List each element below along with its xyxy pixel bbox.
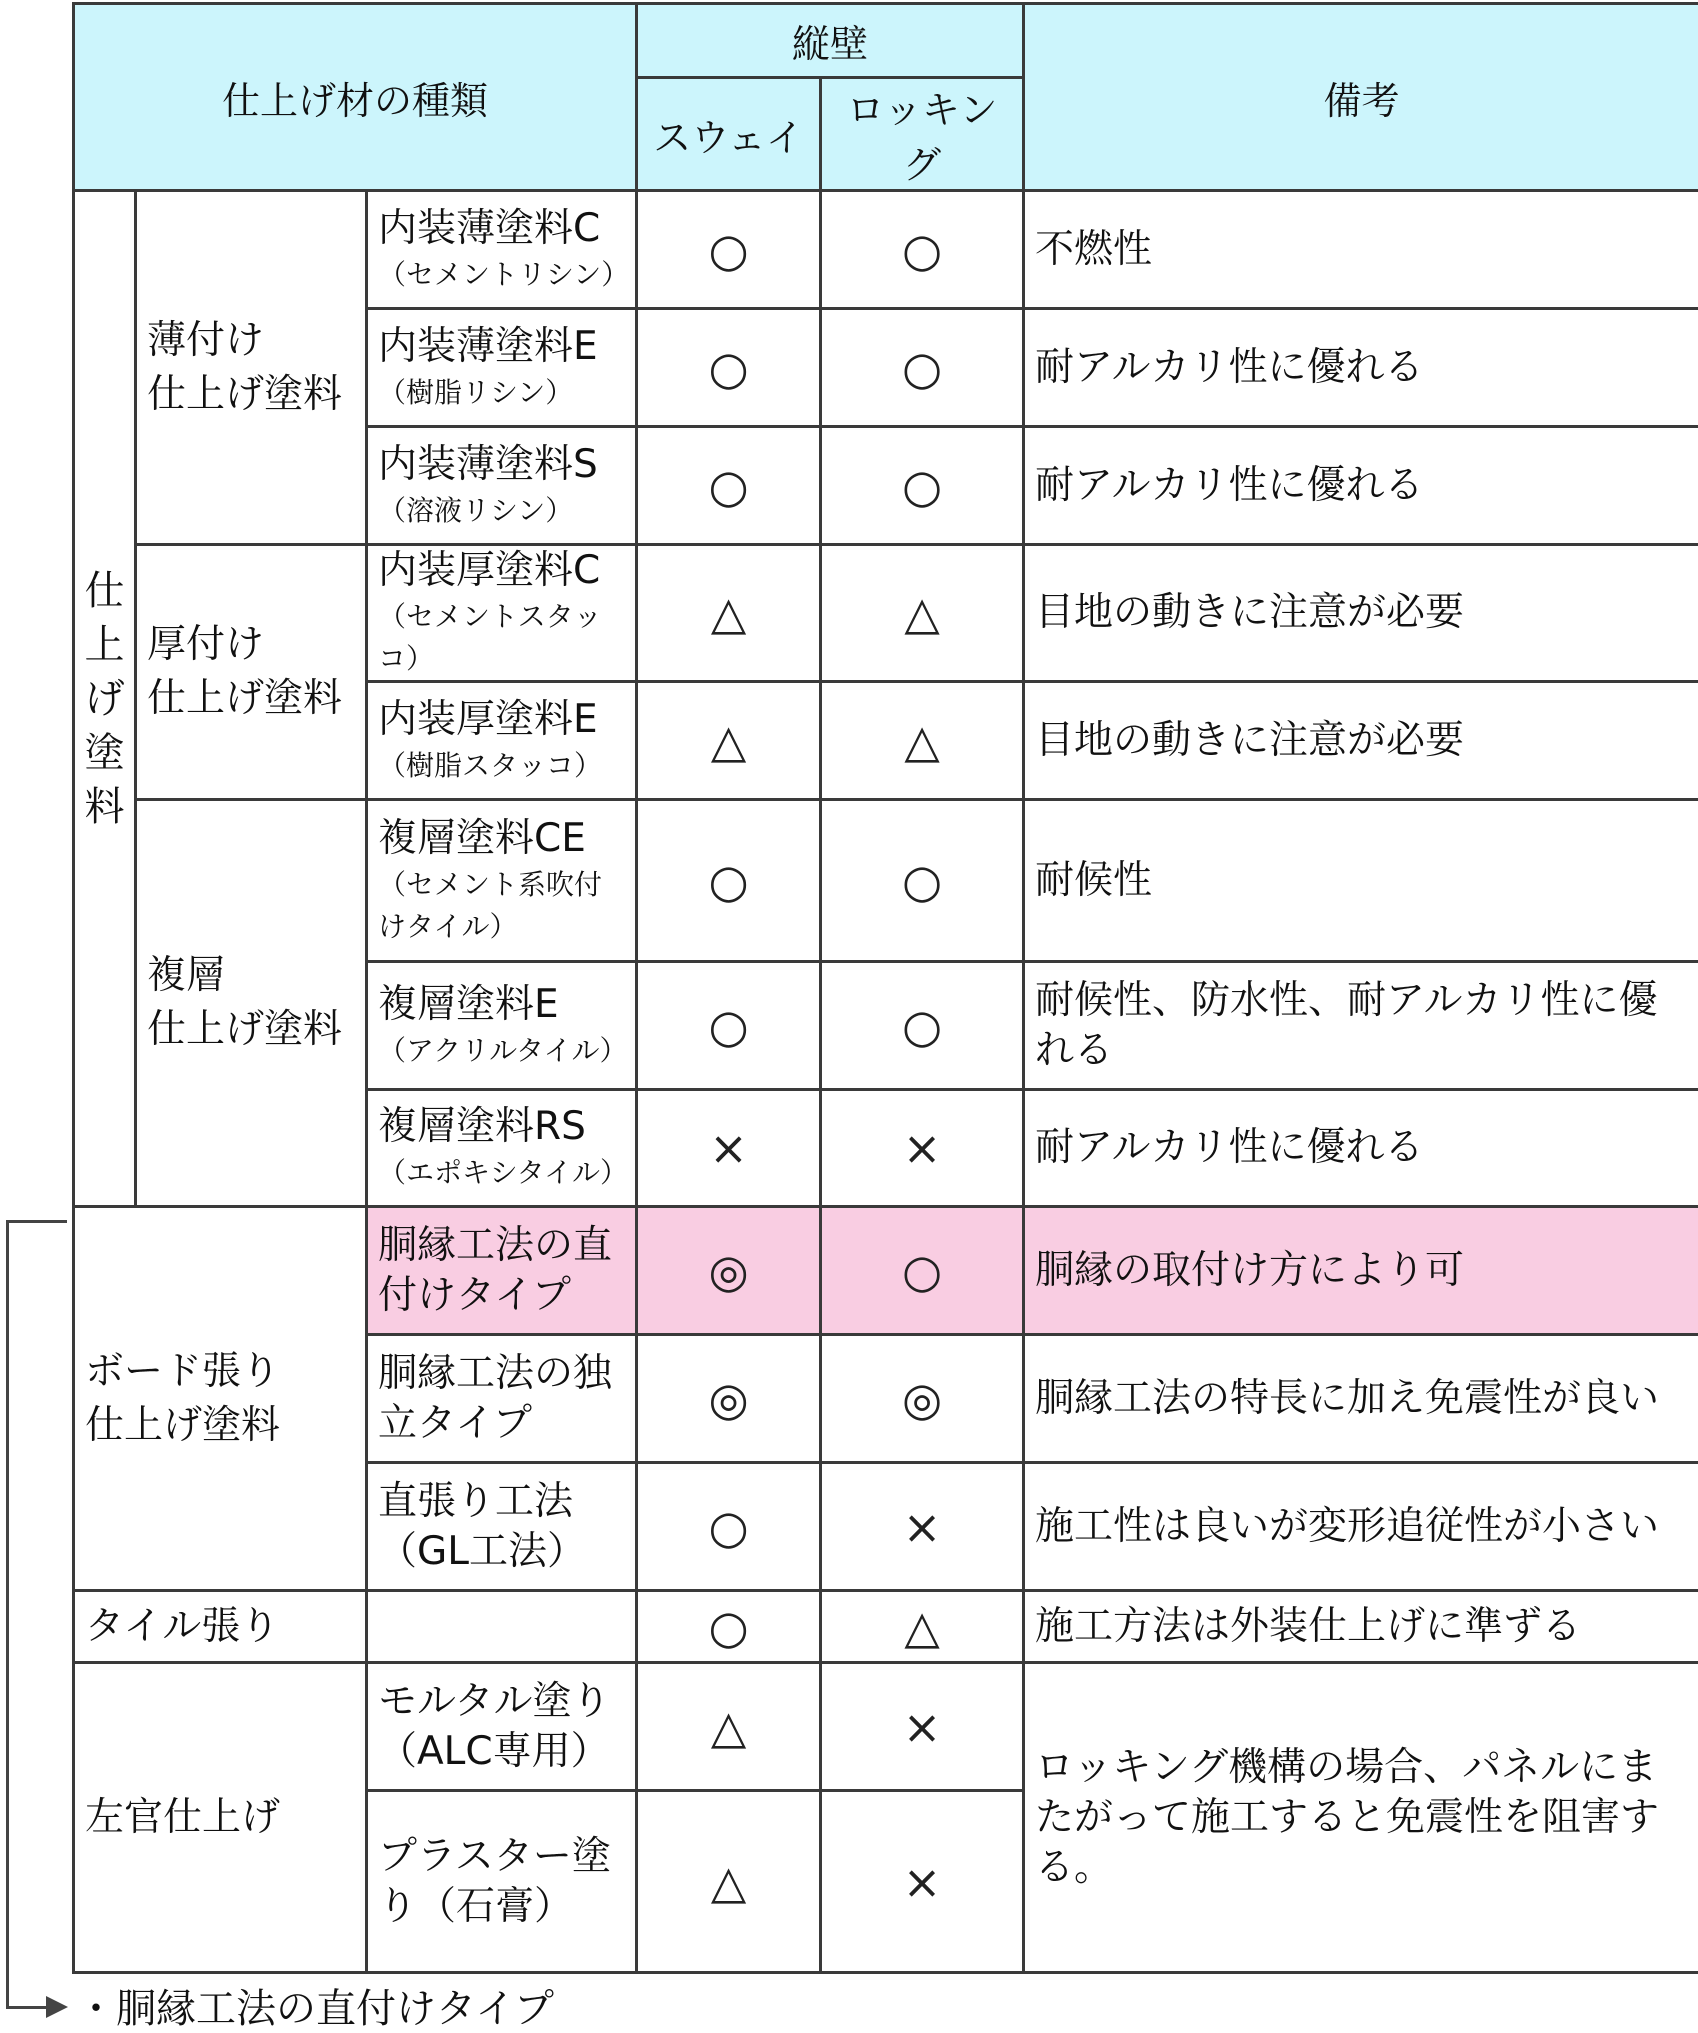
table-row <box>74 1591 1698 1663</box>
rocking-rating: × <box>821 1663 1024 1791</box>
header-vertical-wall: 縦壁 <box>637 4 1024 78</box>
sway-rating: ○ <box>637 191 821 309</box>
material-name: 内装薄塗料E （樹脂リシン） <box>367 309 637 427</box>
material-name: モルタル塗り（ALC専用） <box>367 1663 637 1791</box>
remark: ロッキング機構の場合、パネルにまたがって施工すると免震性を阻害する。 <box>1024 1663 1698 1973</box>
remark: 施工方法は外装仕上げに準ずる <box>1024 1591 1698 1663</box>
material-name: 内装厚塗料C （セメントスタッコ） <box>367 545 637 682</box>
group-plaster: 左官仕上げ <box>74 1663 367 1973</box>
header-remarks: 備考 <box>1024 4 1698 191</box>
material-name: 複層塗料CE （セメント系吹付けタイル） <box>367 800 637 962</box>
sway-rating: △ <box>637 1663 821 1791</box>
rocking-rating: × <box>821 1090 1024 1207</box>
sway-rating: ○ <box>637 1463 821 1591</box>
sway-rating: ◎ <box>637 1207 821 1335</box>
footnote: ・胴縁工法の直付けタイプ <box>76 1985 554 2033</box>
sway-rating: △ <box>637 682 821 800</box>
rocking-rating: ○ <box>821 191 1024 309</box>
group-thick-coat: 厚付け 仕上げ塗料 <box>136 545 367 800</box>
header-material-type: 仕上げ材の種類 <box>74 4 637 191</box>
material-name: 複層塗料RS （エポキシタイル） <box>367 1090 637 1207</box>
group-multi-layer: 複層 仕上げ塗料 <box>136 800 367 1207</box>
rocking-rating: ○ <box>821 800 1024 962</box>
remark: 耐アルカリ性に優れる <box>1024 309 1698 427</box>
remark: 耐アルカリ性に優れる <box>1024 1090 1698 1207</box>
rocking-rating: △ <box>821 682 1024 800</box>
sway-rating: △ <box>637 545 821 682</box>
sway-rating: ◎ <box>637 1335 821 1463</box>
sway-rating: ○ <box>637 962 821 1090</box>
remark: 耐候性 <box>1024 800 1698 962</box>
material-name <box>367 1591 637 1663</box>
remark: 胴縁工法の特長に加え免震性が良い <box>1024 1335 1698 1463</box>
remark: 耐アルカリ性に優れる <box>1024 427 1698 545</box>
group-tile: タイル張り <box>74 1591 367 1663</box>
group-paint: 仕 上 げ 塗 料 <box>74 191 136 1207</box>
sway-rating: ○ <box>637 427 821 545</box>
rocking-rating: × <box>821 1791 1024 1973</box>
remark: 目地の動きに注意が必要 <box>1024 545 1698 682</box>
rocking-rating: ○ <box>821 962 1024 1090</box>
sway-rating: ○ <box>637 1591 821 1663</box>
material-name: 内装厚塗料E （樹脂スタッコ） <box>367 682 637 800</box>
finish-material-table <box>72 2 1698 1974</box>
rocking-rating: △ <box>821 1591 1024 1663</box>
callout-bottom-line <box>6 2006 48 2009</box>
header-sway: スウェイ <box>637 78 821 191</box>
group-thin-coat: 薄付け 仕上げ塗料 <box>136 191 367 545</box>
table-row-highlighted <box>74 1207 1698 1335</box>
group-board: ボード張り 仕上げ塗料 <box>74 1207 367 1591</box>
table-row <box>74 800 1698 962</box>
rocking-rating: △ <box>821 545 1024 682</box>
remark: 胴縁の取付け方により可 <box>1024 1207 1698 1335</box>
arrow-icon <box>46 1996 68 2018</box>
table-row <box>74 191 1698 309</box>
material-name: 内装薄塗料C （セメントリシン） <box>367 191 637 309</box>
material-name: 直張り工法（GL工法） <box>367 1463 637 1591</box>
rocking-rating: × <box>821 1463 1024 1591</box>
sway-rating: × <box>637 1090 821 1207</box>
remark: 不燃性 <box>1024 191 1698 309</box>
material-name: プラスター塗り（石膏） <box>367 1791 637 1973</box>
table-row <box>74 545 1698 682</box>
material-name: 胴縁工法の直付けタイプ <box>367 1207 637 1335</box>
remark: 施工性は良いが変形追従性が小さい <box>1024 1463 1698 1591</box>
sway-rating: ○ <box>637 800 821 962</box>
remark: 耐候性、防水性、耐アルカリ性に優れる <box>1024 962 1698 1090</box>
header-rocking: ロッキング <box>821 78 1024 191</box>
rocking-rating: ○ <box>821 427 1024 545</box>
material-name: 複層塗料E （アクリルタイル） <box>367 962 637 1090</box>
rocking-rating: ○ <box>821 1207 1024 1335</box>
table-row <box>74 1663 1698 1791</box>
material-name: 胴縁工法の独立タイプ <box>367 1335 637 1463</box>
sway-rating: ○ <box>637 309 821 427</box>
rocking-rating: ○ <box>821 309 1024 427</box>
material-name: 内装薄塗料S （溶液リシン） <box>367 427 637 545</box>
sway-rating: △ <box>637 1791 821 1973</box>
callout-bracket <box>6 1220 67 2009</box>
rocking-rating: ◎ <box>821 1335 1024 1463</box>
remark: 目地の動きに注意が必要 <box>1024 682 1698 800</box>
